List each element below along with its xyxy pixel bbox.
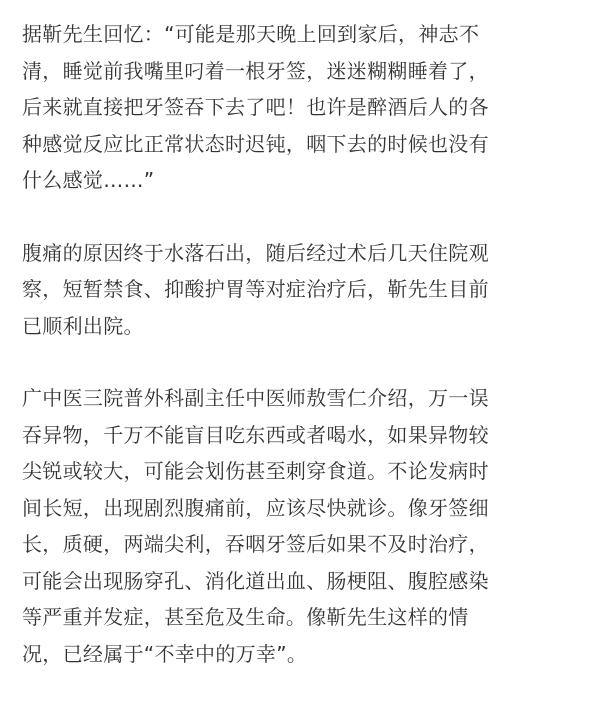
text-line: 广中医三院普外科副主任中医师敖雪仁介绍，万一误	[22, 386, 489, 410]
text-line: 已顺利出院。	[22, 313, 144, 338]
text-line: 吞异物，千万不能盲目吃东西或者喝水，如果异物较	[22, 422, 489, 447]
text-line: 据靳先生回忆：“可能是那天晚上回到家后，神志不	[22, 22, 480, 46]
text-line: 种感觉反应比正常状态时迟钝，咽下去的时候也没有	[22, 131, 489, 156]
text-line: 后来就直接把牙签吞下去了吧！也许是醉酒后人的各	[22, 95, 489, 119]
text-line: 清，睡觉前我嘴里叼着一根牙签，迷迷糊糊睡着了，	[22, 58, 489, 83]
text-line: 察，短暂禁食、抑酸护胃等对症治疗后，靳先生目前	[22, 277, 489, 301]
text-line: 间长短，出现剧烈腹痛前，应该尽快就诊。像牙签细	[22, 495, 489, 520]
paragraph-doctor-advice	[22, 380, 578, 672]
text-line: 什么感觉……”	[22, 168, 155, 192]
text-line: 况，已经属于“不幸中的万幸”。	[22, 641, 308, 666]
paragraph-recollection	[22, 16, 578, 199]
paragraph-recovery	[22, 235, 578, 345]
text-line: 尖锐或较大，可能会划伤甚至刺穿食道。不论发病时	[22, 459, 489, 483]
text-line: 腹痛的原因终于水落石出，随后经过术后几天住院观	[22, 240, 489, 265]
text-line: 等严重并发症，甚至危及生命。像靳先生这样的情	[22, 605, 469, 629]
text-line: 长，质硬，两端尖利，吞咽牙签后如果不及时治疗，	[22, 532, 489, 556]
text-line: 可能会出现肠穿孔、消化道出血、肠梗阻、腹腔感染	[22, 568, 489, 593]
